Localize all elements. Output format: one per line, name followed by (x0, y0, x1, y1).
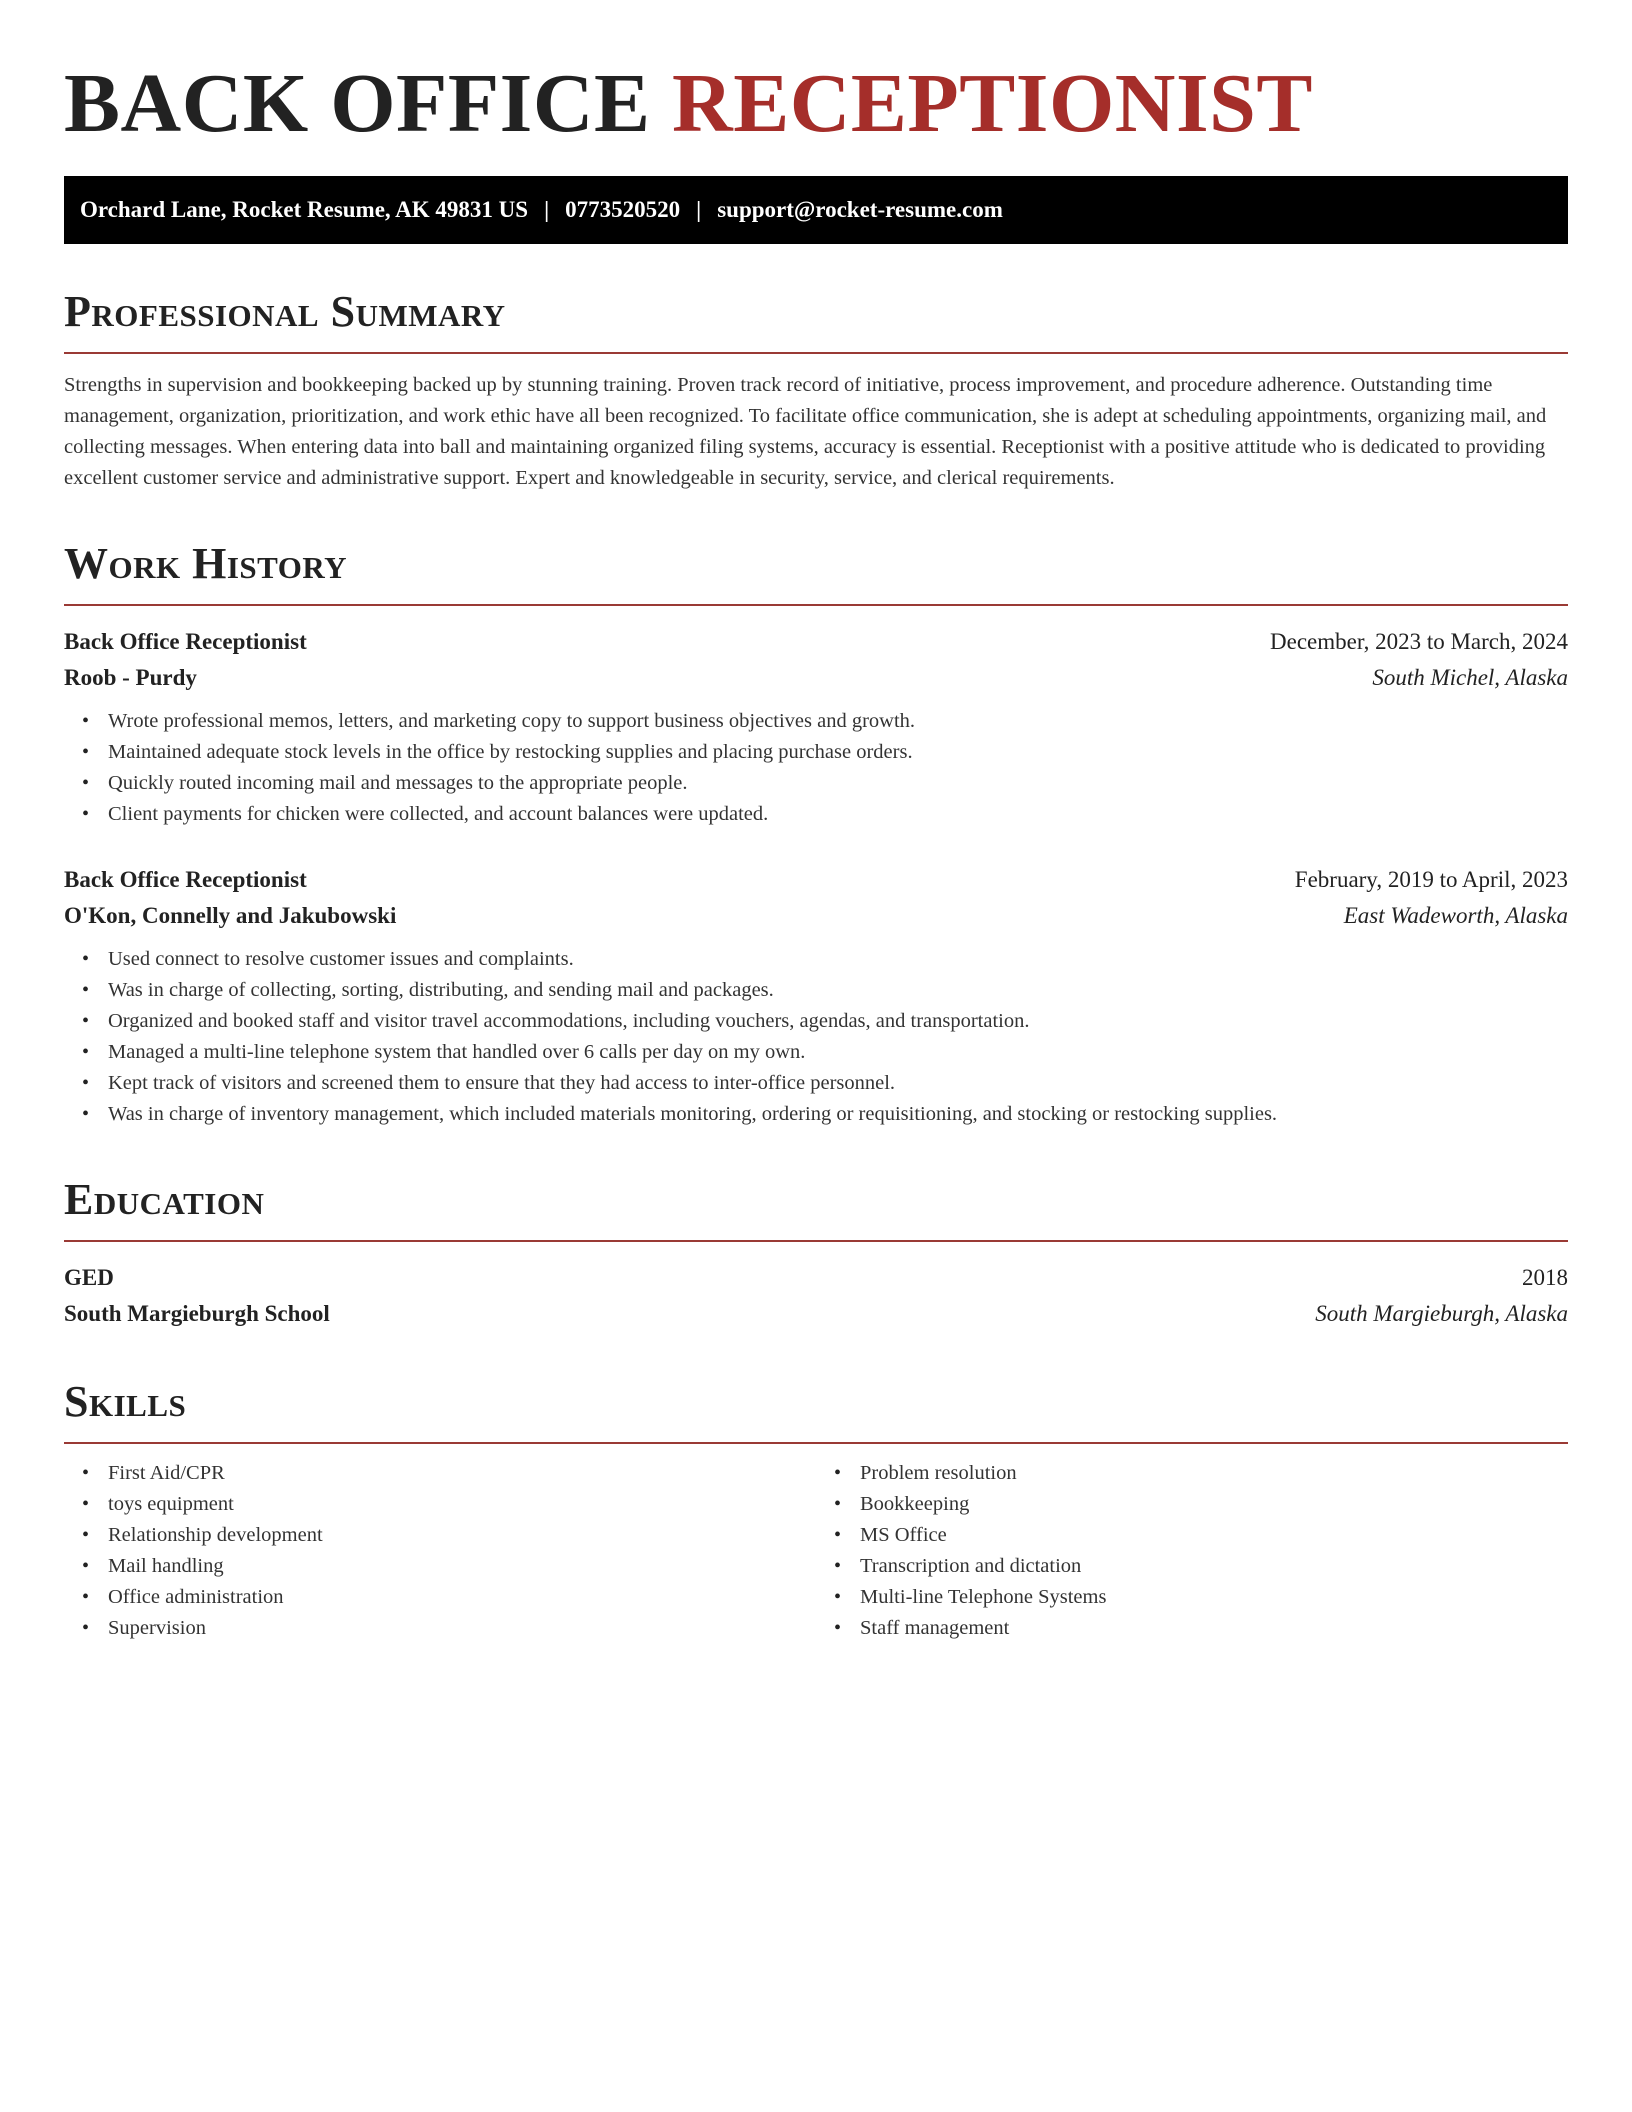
skills-column-left (64, 1458, 816, 1644)
skill-item: • Problem resolution (860, 1458, 1568, 1489)
education-degree-row (64, 1260, 1568, 1296)
skill-item: • Transcription and dictation (860, 1551, 1568, 1582)
summary-heading: Professional Summary (64, 286, 1568, 354)
education-entry (64, 1260, 1568, 1332)
job-bullets (64, 706, 1568, 830)
job-title: Back Office Receptionist (64, 629, 307, 654)
skill-item: • Multi-line Telephone Systems (860, 1582, 1568, 1613)
skill-item: • Bookkeeping (860, 1489, 1568, 1520)
education-degree: GED (64, 1265, 114, 1290)
job-header-row (64, 862, 1568, 898)
education-school: South Margieburgh School (64, 1301, 330, 1326)
job-dates: February, 2019 to April, 2023 (1294, 867, 1568, 892)
education-heading: Education (64, 1174, 1568, 1242)
summary-text: Strengths in supervision and bookkeeping backed up by stunning training. Proven track record of initiative, process improvement, and procedure adherence. Outstanding time management, organization, prioritization, and work ethic have all been recognized. To facilitate office communication, she is adept at scheduling appointments, organizing mail, and collecting messages. When entering data into ball and maintaining organized filing systems, accuracy is essential. Receptionist with a positive attitude who is dedicated to providing excellent customer service and administrative support. Expert and knowledgeable in security, service, and clerical requirements. (64, 374, 1547, 489)
title-last-part: RECEPTIONIST (672, 57, 1313, 150)
job-bullet: • Used connect to resolve customer issues and complaints. (108, 944, 1568, 975)
contact-separator: | (696, 197, 702, 222)
job-bullet: • Quickly routed incoming mail and messages to the appropriate people. (108, 768, 1568, 799)
job-title: Back Office Receptionist (64, 867, 307, 892)
education-year: 2018 (1522, 1265, 1568, 1290)
skill-item: • Supervision (108, 1613, 816, 1644)
education-school-row (64, 1296, 1568, 1332)
job-company: Roob - Purdy (64, 665, 197, 690)
education-location: South Margieburgh, Alaska (1315, 1301, 1568, 1326)
skill-item: • First Aid/CPR (108, 1458, 816, 1489)
job-company-row (64, 898, 1568, 934)
job-header-row (64, 624, 1568, 660)
contact-bar (64, 176, 1568, 244)
contact-separator: | (544, 197, 550, 222)
contact-phone: 0773520520 (565, 197, 681, 222)
resume-title (64, 54, 1568, 154)
skill-item: • Relationship development (108, 1520, 816, 1551)
skill-item: • MS Office (860, 1520, 1568, 1551)
job-bullet: • Wrote professional memos, letters, and marketing copy to support business objectives and growth. (108, 706, 1568, 737)
job-location: East Wadeworth, Alaska (1343, 903, 1568, 928)
job-entry (64, 862, 1568, 1130)
job-entry (64, 624, 1568, 830)
job-bullets (64, 944, 1568, 1130)
job-location: South Michel, Alaska (1372, 665, 1568, 690)
skills-grid (64, 1458, 1568, 1644)
job-bullet: • Was in charge of inventory management, which included materials monitoring, ordering or requisitioning, and stocking or restocking supplies. (108, 1099, 1568, 1130)
skill-item: • Mail handling (108, 1551, 816, 1582)
job-company-row (64, 660, 1568, 696)
job-bullet: • Was in charge of collecting, sorting, distributing, and sending mail and packages. (108, 975, 1568, 1006)
contact-address: Orchard Lane, Rocket Resume, AK 49831 US (80, 197, 529, 222)
skill-item: • toys equipment (108, 1489, 816, 1520)
skills-column-right (816, 1458, 1568, 1644)
title-first-part: BACK OFFICE (64, 57, 651, 150)
skills-heading: Skills (64, 1376, 1568, 1444)
job-company: O'Kon, Connelly and Jakubowski (64, 903, 397, 928)
contact-email: support@rocket-resume.com (717, 197, 1003, 222)
job-bullet: • Maintained adequate stock levels in the office by restocking supplies and placing purchase orders. (108, 737, 1568, 768)
job-bullet: • Kept track of visitors and screened them to ensure that they had access to inter-office personnel. (108, 1068, 1568, 1099)
work-history-heading: Work History (64, 538, 1568, 606)
job-bullet: • Managed a multi-line telephone system that handled over 6 calls per day on my own. (108, 1037, 1568, 1068)
job-bullet: • Client payments for chicken were collected, and account balances were updated. (108, 799, 1568, 830)
job-bullet: • Organized and booked staff and visitor travel accommodations, including vouchers, agendas, and transportation. (108, 1006, 1568, 1037)
skill-item: • Office administration (108, 1582, 816, 1613)
skill-item: • Staff management (860, 1613, 1568, 1644)
job-dates: December, 2023 to March, 2024 (1270, 629, 1568, 654)
